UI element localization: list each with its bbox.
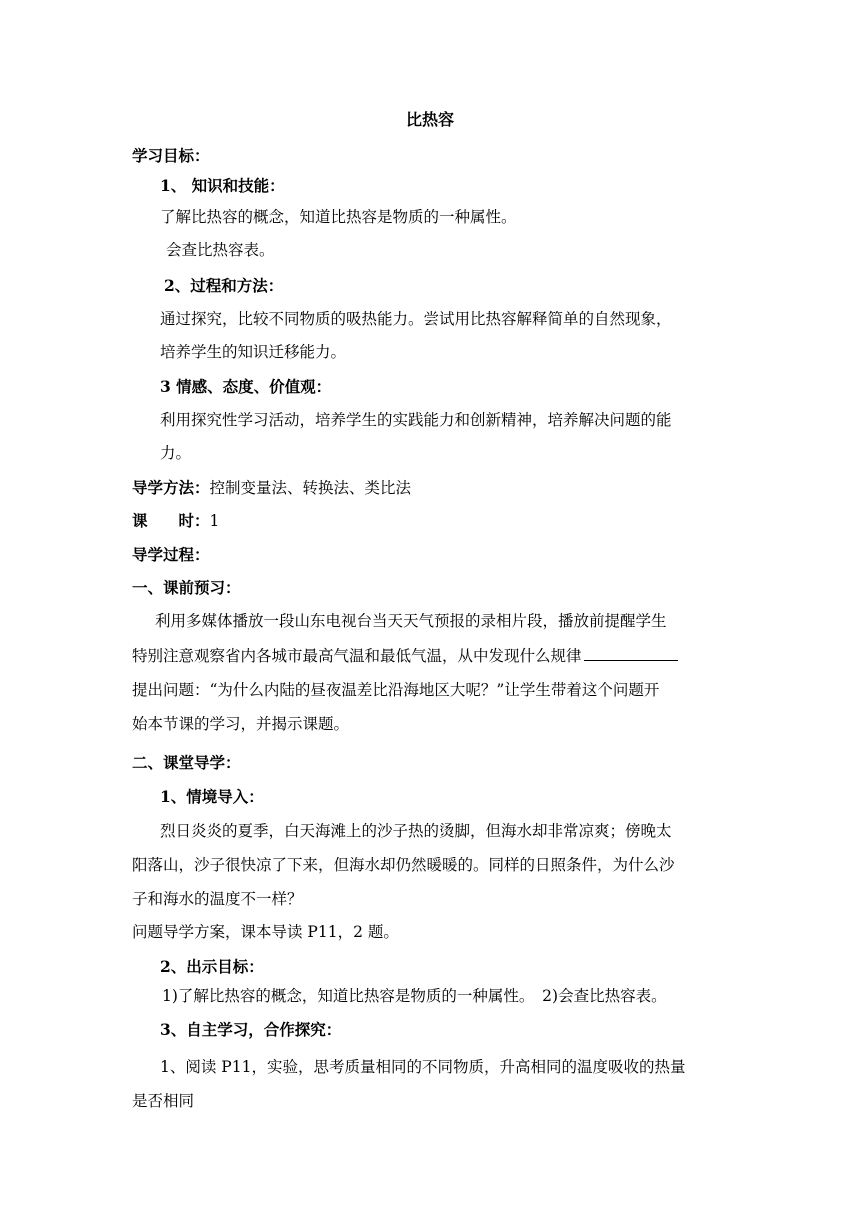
scenario-intro-heading: 1、情境导入：	[160, 787, 264, 806]
knowledge-skills-heading: 1、 知识和技能：	[160, 176, 285, 195]
emotion-attitude-heading: 3 情感、态度、价值观：	[160, 377, 332, 396]
preview-line-2	[132, 646, 678, 666]
period-label: 课 时：	[132, 511, 210, 530]
self-study-heading: 3、自主学习，合作探究：	[160, 1020, 342, 1039]
classroom-heading: 二、课堂导学：	[132, 753, 241, 772]
preview-line-4: 始本节课的学习，并揭示课题。	[132, 715, 350, 733]
emotion-attitude-text-2: 力。	[160, 444, 192, 462]
scenario-line-1: 烈日炎炎的夏季，白天海滩上的沙子热的烫脚，但海水却非常凉爽；傍晚太	[160, 822, 672, 840]
scenario-line-4: 问题导学方案，课本导读 P11，2 题。	[132, 923, 399, 941]
preview-heading: 一、课前预习：	[132, 578, 241, 597]
preview-line-1: 利用多媒体播放一段山东电视台当天天气预报的录相片段，播放前提醒学生	[155, 612, 667, 630]
knowledge-item-2: 会查比热容表。	[166, 241, 275, 259]
period-value: 1	[209, 512, 220, 530]
guided-process-heading: 导学过程：	[132, 545, 210, 564]
process-method-text-2: 培养学生的知识迁移能力。	[160, 343, 347, 361]
period-row	[132, 511, 219, 531]
knowledge-item-1: 了解比热容的概念，知道比热容是物质的一种属性。	[160, 208, 517, 226]
self-study-line-2: 是否相同	[132, 1092, 195, 1110]
preview-line-2-text: 特别注意观察省内各城市最高气温和最低气温，从中发现什么规律	[132, 647, 582, 665]
learning-goals-heading: 学习目标：	[132, 146, 210, 165]
process-method-heading: 2、过程和方法：	[164, 276, 284, 295]
method-value: 控制变量法、转换法、类比法	[209, 479, 412, 497]
method-label: 导学方法：	[132, 478, 210, 497]
show-goals-line: 1)了解比热容的概念，知道比热容是物质的一种属性。 2)会查比热容表。	[162, 987, 667, 1005]
emotion-attitude-text-1: 利用探究性学习活动，培养学生的实践能力和创新精神，培养解决问题的能	[160, 411, 672, 429]
self-study-line-1: 1、阅读 P11，实验，思考质量相同的不同物质，升高相同的温度吸收的热量	[160, 1058, 686, 1076]
show-goals-heading: 2、出示目标：	[160, 957, 264, 976]
document-title: 比热容	[405, 110, 454, 129]
answer-blank	[584, 646, 678, 661]
method-row	[132, 478, 411, 498]
scenario-line-2: 阳落山，沙子很快凉了下来，但海水却仍然暖暖的。同样的日照条件，为什么沙	[132, 856, 675, 874]
process-method-text-1: 通过探究，比较不同物质的吸热能力。尝试用比热容解释简单的自然现象，	[160, 310, 672, 328]
scenario-line-3: 子和海水的温度不一样？	[132, 890, 303, 908]
preview-line-3: 提出问题：“为什么内陆的昼夜温差比沿海地区大呢？”让学生带着这个问题开	[132, 681, 660, 699]
